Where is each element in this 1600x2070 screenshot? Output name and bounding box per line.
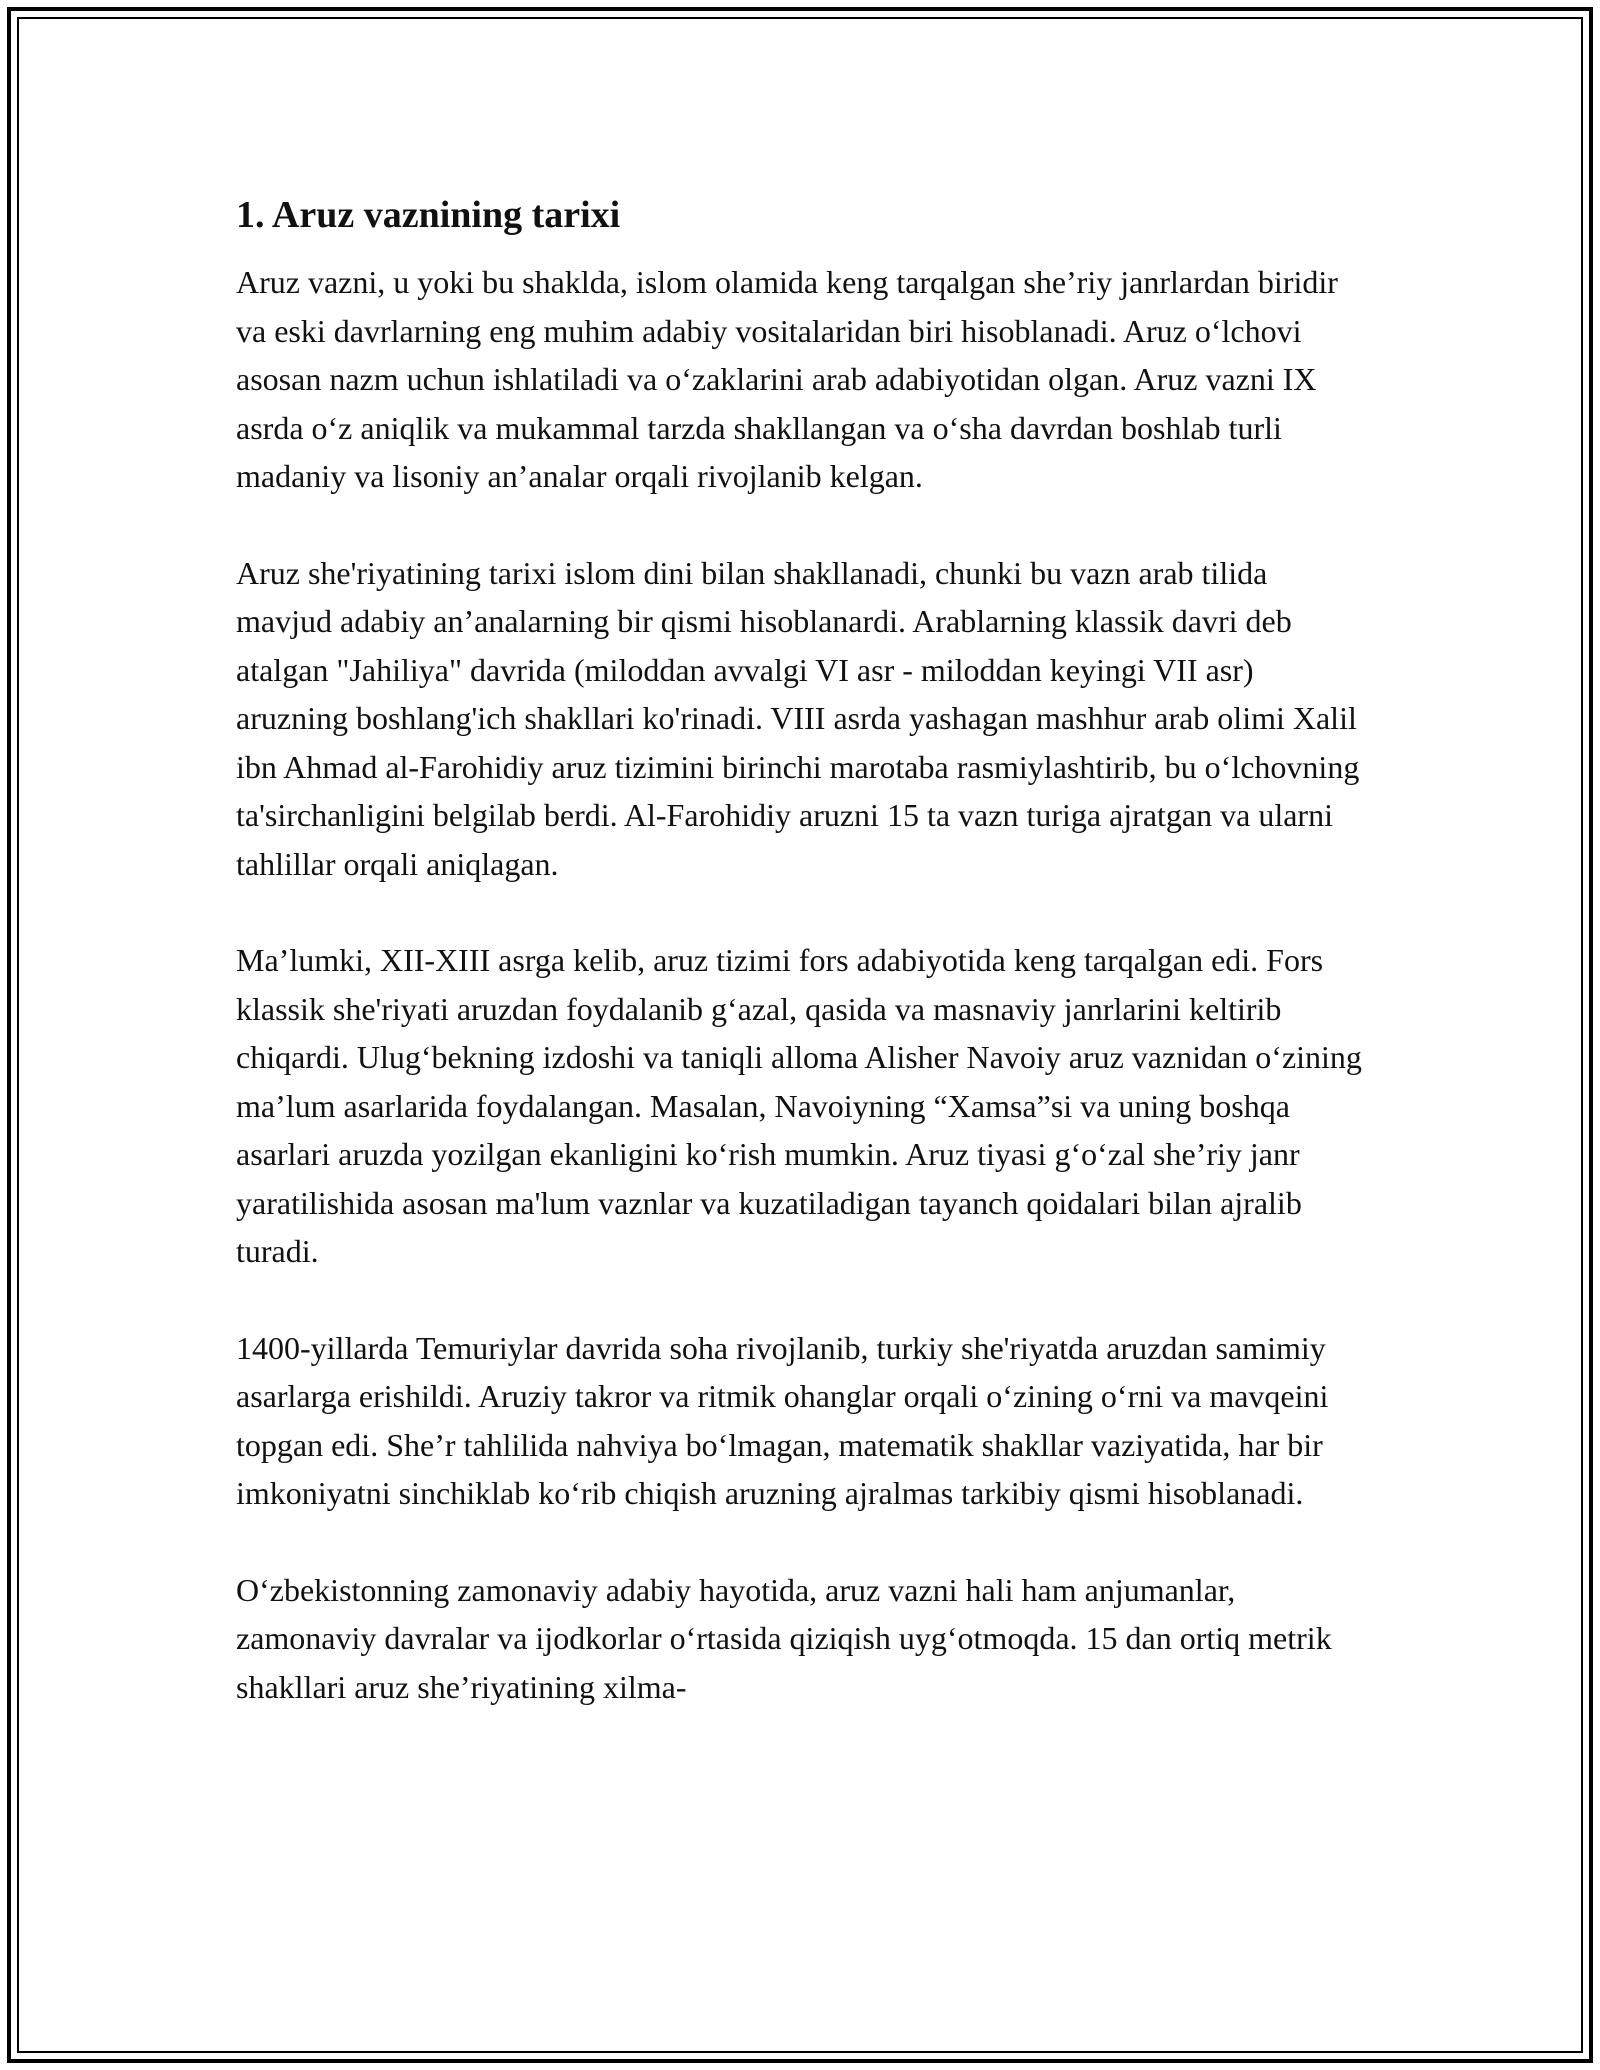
paragraph-1: Aruz vazni, u yoki bu shaklda, islom olamida keng tarqalgan she’riy janrlardan biridir va eski davrlarning eng muhim adabiy vositalaridan biri hisoblanadi. Aruz o‘lchovi asosan nazm uchun ishlatiladi va o‘zaklarini arab adabiyotidan olgan. Aruz vazni IX asrda o‘z aniqlik va mukammal tarzda shakllangan va o‘sha davrdan boshlab turli madaniy va lisoniy an’analar orqali rivojlanib kelgan. xyxy=(236,264,1338,494)
section-heading: 1. Aruz vaznining tarixi xyxy=(236,194,621,236)
paragraph-2: Aruz she'riyatining tarixi islom dini bilan shakllanadi, chunki bu vazn arab tilida mavjud adabiy an’analarning bir qismi hisoblanardi. Arablarning klassik davri deb atalgan "Jahiliya" davrida (miloddan avvalgi VI asr - miloddan keyingi VII asr) aruzning boshlang'ich shakllari ko'rinadi. VIII asrda yashagan mashhur arab olimi Xalil ibn Ahmad al-Farohidiy aruz tizimini birinchi marotaba rasmiylashtirib, bu o‘lchovning ta'sirchanligini belgilab berdi. Al-Farohidiy aruzni 15 ta vazn turiga ajratgan va ularni tahlillar orqali aniqlagan. xyxy=(236,554,1360,882)
paragraph-4: 1400-yillarda Temuriylar davrida soha rivojlanib, turkiy she'riyatda aruzdan samimiy asarlarga erishildi. Aruziy takror va ritmik ohanglar orqali o‘zining o‘rni va mavqeini topgan edi. She’r tahlilida nahviya bo‘lmagan, matematik shakllar vaziyatida, har bir imkoniyatni sinchiklab ko‘rib chiqish aruzning ajralmas tarkibiy qismi hisoblanadi. xyxy=(236,1329,1329,1511)
document-body xyxy=(236,190,1366,1759)
paragraph-5: O‘zbekistonning zamonaviy adabiy hayotida, aruz vazni hali ham anjumanlar, zamonaviy davralar va ijodkorlar o‘rtasida qiziqish uyg‘otmoqda. 15 dan ortiq metrik shakllari aruz she’riyatining xilma- xyxy=(236,1571,1332,1705)
paragraph-3: Ma’lumki, XII-XIII asrga kelib, aruz tizimi fors adabiyotida keng tarqalgan edi. Fors klassik she'riyati aruzdan foydalanib g‘azal, qasida va masnaviy janrlarini keltirib chiqardi. Ulug‘bekning izdoshi va taniqli alloma Alisher Navoiy aruz vaznidan o‘zining ma’lum asarlarida foydalangan. Masalan, Navoiyning “Xamsa”si va uning boshqa asarlari aruzda yozilgan ekanligini ko‘rish mumkin. Aruz tiyasi g‘o‘zal she’riy janr yaratilishida asosan ma'lum vaznlar va kuzatiladigan tayanch qoidalari bilan ajralib turadi. xyxy=(236,942,1362,1269)
